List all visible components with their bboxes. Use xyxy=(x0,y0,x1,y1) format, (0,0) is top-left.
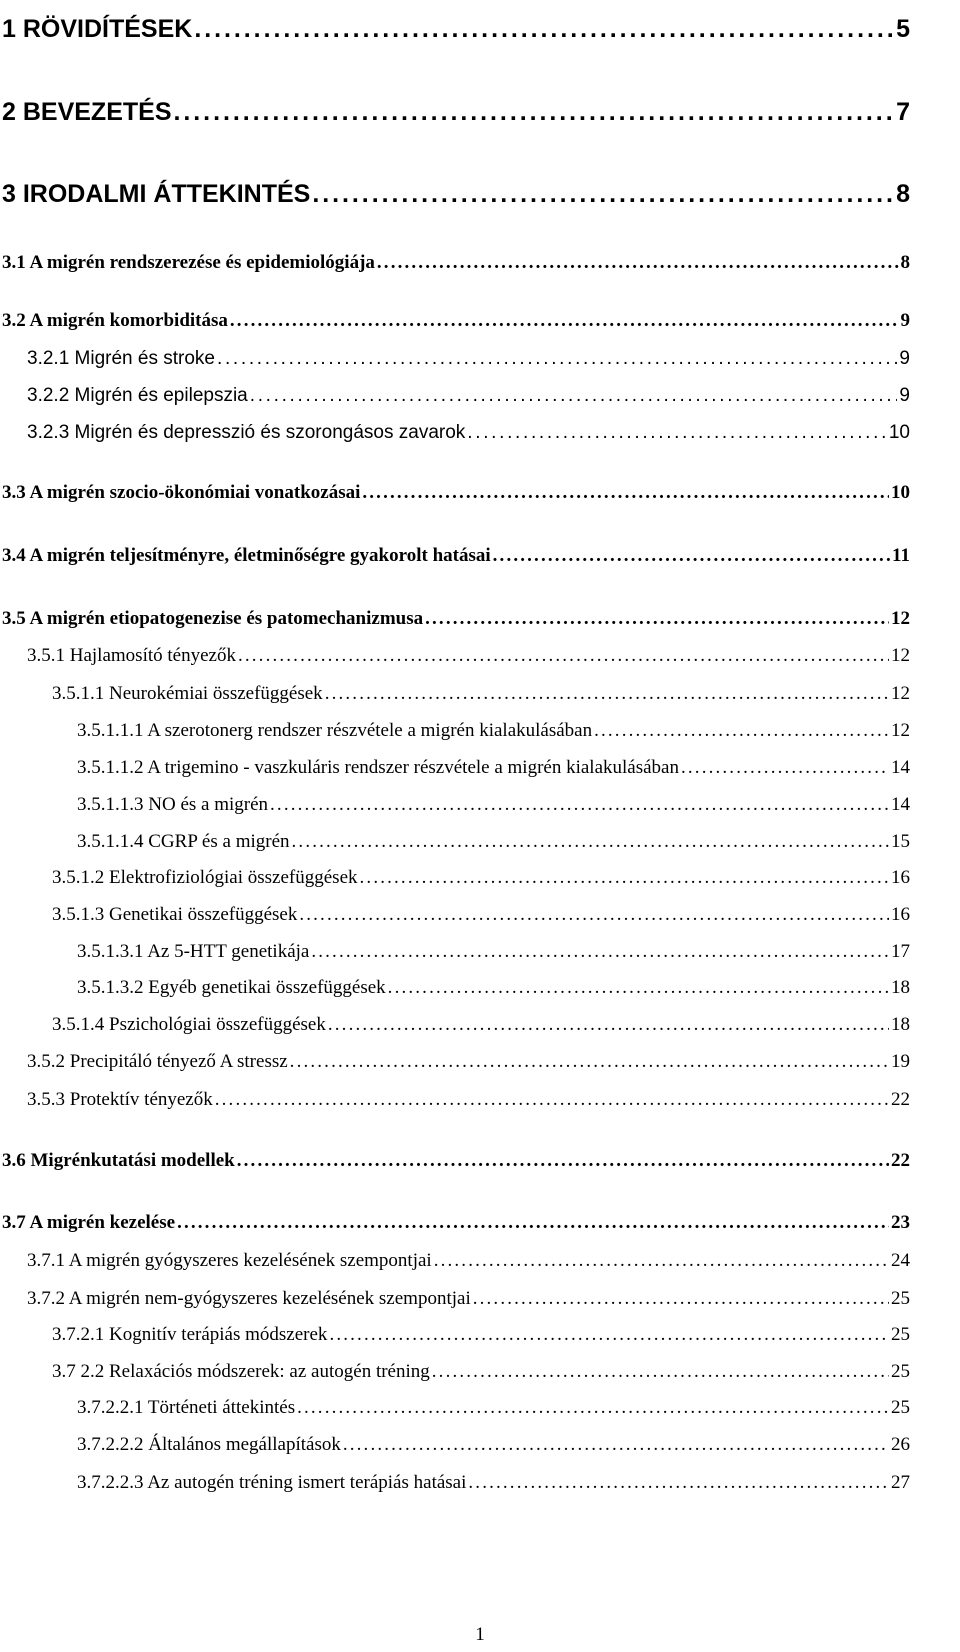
toc-entry[interactable] xyxy=(77,941,910,967)
toc-entry-page: 19 xyxy=(891,1051,910,1072)
toc-entry-page: 24 xyxy=(891,1250,910,1271)
toc-entry-title: 3 IRODALMI ÁTTEKINTÉS xyxy=(2,180,311,208)
toc-dot-leader xyxy=(297,1397,889,1419)
toc-dot-leader xyxy=(230,310,899,332)
toc-dot-leader xyxy=(468,1472,889,1494)
toc-entry-page: 16 xyxy=(891,904,910,925)
toc-dot-leader xyxy=(174,98,895,127)
toc-dot-leader xyxy=(325,683,889,705)
toc-entry-page: 11 xyxy=(892,545,910,566)
toc-entry[interactable] xyxy=(27,422,910,448)
toc-dot-leader xyxy=(217,348,897,370)
toc-entry-page: 18 xyxy=(891,977,910,998)
toc-entry[interactable] xyxy=(27,1051,910,1077)
toc-entry-title: 3.5.1.1.1 A szerotonerg rendszer részvétele a migrén kialakulásában xyxy=(77,720,593,741)
toc-dot-leader xyxy=(432,1361,889,1383)
toc-entry-title: 3.2 A migrén komorbiditása xyxy=(2,310,228,331)
toc-entry[interactable] xyxy=(52,867,910,893)
toc-entry-page: 12 xyxy=(891,683,910,704)
toc-entry[interactable] xyxy=(27,645,910,671)
toc-entry-page: 25 xyxy=(891,1288,910,1309)
toc-dot-leader xyxy=(270,794,889,816)
toc-entry[interactable] xyxy=(77,831,910,857)
toc-entry-title: 3.5.1.3.1 Az 5-HTT genetikája xyxy=(77,941,310,962)
toc-entry-title: 3.7.2 A migrén nem-gyógyszeres kezelésének szempontjai xyxy=(27,1288,471,1309)
toc-entry-title: 3.5.1.1.4 CGRP és a migrén xyxy=(77,831,290,852)
toc-dot-leader xyxy=(299,904,889,926)
toc-entry-page: 9 xyxy=(899,385,910,406)
toc-entry-title: 3.5.1.1 Neurokémiai összefüggések xyxy=(52,683,323,704)
toc-entry-page: 5 xyxy=(896,15,910,43)
toc-entry-title: 3.6 Migrénkutatási modellek xyxy=(2,1150,235,1171)
toc-entry[interactable] xyxy=(2,1212,910,1238)
toc-entry-page: 12 xyxy=(891,720,910,741)
toc-dot-leader xyxy=(493,545,890,567)
toc-dot-leader xyxy=(237,1150,889,1172)
toc-entry-page: 12 xyxy=(891,608,910,629)
toc-entry-page: 25 xyxy=(891,1397,910,1418)
toc-entry-title: 3.7.2.2.2 Általános megállapítások xyxy=(77,1434,341,1455)
toc-entry[interactable] xyxy=(27,348,910,374)
toc-entry[interactable] xyxy=(52,1324,910,1350)
toc-entry-page: 18 xyxy=(891,1014,910,1035)
toc-entry[interactable] xyxy=(77,977,910,1003)
toc-entry-title: 2 BEVEZETÉS xyxy=(2,98,172,126)
toc-dot-leader xyxy=(328,1014,889,1036)
toc-dot-leader xyxy=(290,1051,889,1073)
toc-entry[interactable] xyxy=(77,720,910,746)
page-number: 1 xyxy=(475,1624,485,1645)
toc-entry-title: 3.5.1.3 Genetikai összefüggések xyxy=(52,904,298,925)
toc-entry-page: 16 xyxy=(891,867,910,888)
toc-entry[interactable] xyxy=(2,1150,910,1176)
toc-entry[interactable] xyxy=(2,252,910,278)
toc-entry[interactable] xyxy=(2,482,910,508)
toc-entry-page: 27 xyxy=(891,1472,910,1493)
toc-entry-page: 12 xyxy=(891,645,910,666)
toc-entry[interactable] xyxy=(77,1472,910,1498)
toc-entry-page: 8 xyxy=(900,252,910,273)
toc-entry[interactable] xyxy=(52,1014,910,1040)
toc-entry-page: 14 xyxy=(891,757,910,778)
toc-dot-leader xyxy=(312,180,894,209)
toc-entry-page: 9 xyxy=(900,310,910,331)
toc-entry-title: 3.5.1.1.3 NO és a migrén xyxy=(77,794,269,815)
toc-dot-leader xyxy=(250,385,898,407)
toc-entry-title: 3.5 A migrén etiopatogenezise és patomechanizmusa xyxy=(2,608,424,629)
toc-dot-leader xyxy=(594,720,889,742)
toc-entry-title: 3.2.1 Migrén és stroke xyxy=(27,348,215,369)
toc-dot-leader xyxy=(473,1288,889,1310)
toc-entry[interactable] xyxy=(2,608,910,634)
toc-entry[interactable] xyxy=(2,15,910,47)
toc-entry-title: 3.5.1.2 Elektrofiziológiai összefüggések xyxy=(52,867,358,888)
toc-entry-title: 3.2.3 Migrén és depresszió és szorongásos zavarok xyxy=(27,422,466,443)
toc-entry-title: 3.1 A migrén rendszerezése és epidemiológiája xyxy=(2,252,375,273)
toc-entry[interactable] xyxy=(52,1361,910,1387)
toc-entry[interactable] xyxy=(77,757,910,783)
toc-dot-leader xyxy=(362,482,889,504)
toc-entry-title: 1 RÖVIDÍTÉSEK xyxy=(2,15,193,43)
toc-entry-page: 10 xyxy=(891,482,910,503)
toc-entry-page: 22 xyxy=(891,1089,910,1110)
toc-entry-title: 3.5.2 Precipitáló tényező A stressz xyxy=(27,1051,288,1072)
toc-entry[interactable] xyxy=(52,683,910,709)
toc-entry-title: 3.3 A migrén szocio-ökonómiai vonatkozásai xyxy=(2,482,361,503)
toc-dot-leader xyxy=(177,1212,889,1234)
toc-entry[interactable] xyxy=(77,1397,910,1423)
toc-dot-leader xyxy=(388,977,889,999)
toc-dot-leader xyxy=(343,1434,889,1456)
toc-entry[interactable] xyxy=(2,545,910,571)
toc-entry-title: 3.7.2.1 Kognitív terápiás módszerek xyxy=(52,1324,328,1345)
toc-entry-title: 3.5.3 Protektív tényezők xyxy=(27,1089,213,1110)
toc-entry-page: 7 xyxy=(896,98,910,126)
toc-entry-title: 3.7 A migrén kezelése xyxy=(2,1212,176,1233)
toc-dot-leader xyxy=(194,15,894,44)
toc-entry-page: 25 xyxy=(891,1324,910,1345)
toc-entry-page: 22 xyxy=(891,1150,910,1171)
toc-dot-leader xyxy=(292,831,889,853)
toc-entry-page: 8 xyxy=(896,180,910,208)
toc-entry[interactable] xyxy=(27,1288,910,1314)
toc-entry-page: 26 xyxy=(891,1434,910,1455)
toc-entry[interactable] xyxy=(52,904,910,930)
toc-entry-title: 3.5.1.4 Pszichológiai összefüggések xyxy=(52,1014,326,1035)
toc-entry-title: 3.7 2.2 Relaxációs módszerek: az autogén tréning xyxy=(52,1361,430,1382)
toc-entry[interactable] xyxy=(2,98,910,130)
toc-dot-leader xyxy=(377,252,899,274)
toc-entry-title: 3.7.1 A migrén gyógyszeres kezelésének szempontjai xyxy=(27,1250,432,1271)
toc-entry[interactable] xyxy=(77,794,910,820)
toc-entry[interactable] xyxy=(2,180,910,212)
toc-dot-leader xyxy=(434,1250,889,1272)
toc-entry-page: 15 xyxy=(891,831,910,852)
toc-dot-leader xyxy=(681,757,889,779)
toc-entry[interactable] xyxy=(27,1089,910,1115)
toc-entry-title: 3.2.2 Migrén és epilepszia xyxy=(27,385,248,406)
toc-entry[interactable] xyxy=(2,310,910,336)
toc-entry-page: 17 xyxy=(891,941,910,962)
toc-entry[interactable] xyxy=(77,1434,910,1460)
toc-entry-page: 23 xyxy=(891,1212,910,1233)
toc-entry[interactable] xyxy=(27,385,910,411)
toc-entry-title: 3.5.1.3.2 Egyéb genetikai összefüggések xyxy=(77,977,386,998)
toc-entry-title: 3.7.2.2.1 Történeti áttekintés xyxy=(77,1397,296,1418)
toc-entry-title: 3.5.1 Hajlamosító tényezők xyxy=(27,645,236,666)
toc-dot-leader xyxy=(311,941,889,963)
toc-dot-leader xyxy=(238,645,889,667)
toc-entry-page: 9 xyxy=(899,348,910,369)
toc-entry-title: 3.4 A migrén teljesítményre, életminőségre gyakorolt hatásai xyxy=(2,545,491,566)
toc-dot-leader xyxy=(215,1089,889,1111)
toc-entry-title: 3.7.2.2.3 Az autogén tréning ismert terápiás hatásai xyxy=(77,1472,467,1493)
toc-dot-leader xyxy=(329,1324,889,1346)
toc-dot-leader xyxy=(467,422,887,444)
toc-dot-leader xyxy=(360,867,889,889)
toc-dot-leader xyxy=(425,608,889,630)
toc-entry-page: 10 xyxy=(888,422,910,443)
toc-entry-page: 25 xyxy=(891,1361,910,1382)
toc-entry-page: 14 xyxy=(891,794,910,815)
toc-entry-title: 3.5.1.1.2 A trigemino - vaszkuláris rendszer részvétele a migrén kialakulásában xyxy=(77,757,679,778)
toc-entry[interactable] xyxy=(27,1250,910,1276)
